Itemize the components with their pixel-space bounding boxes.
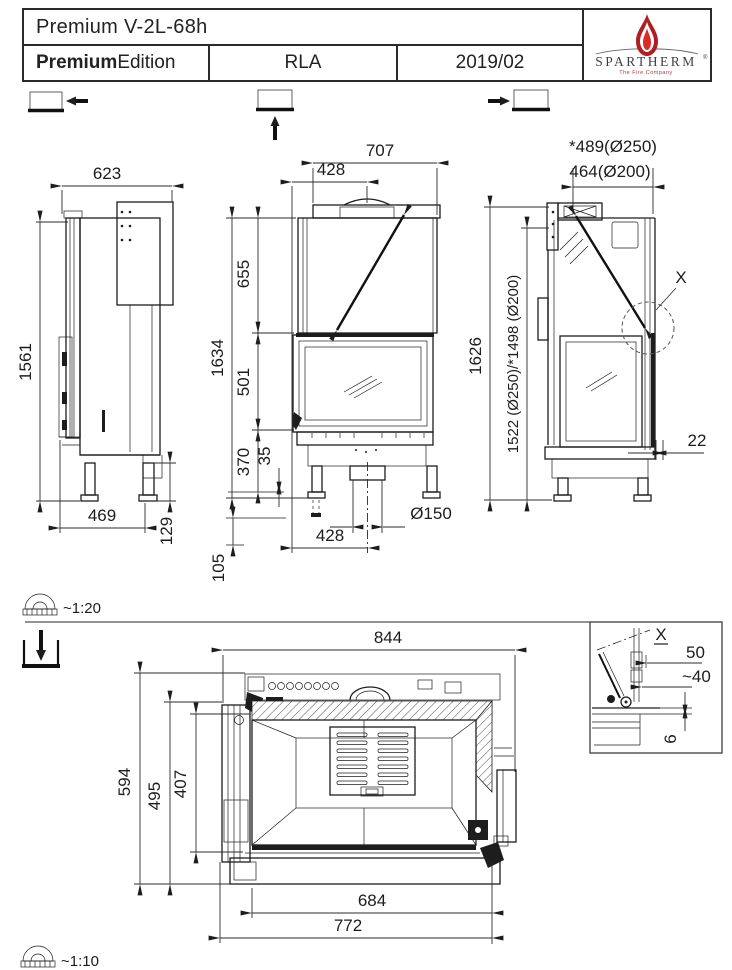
back-wall-hatch bbox=[252, 701, 492, 720]
dim-front-428-top: 428 bbox=[316, 160, 346, 179]
dim-plan-772: 772 bbox=[333, 916, 363, 935]
plan-view bbox=[115, 628, 516, 944]
door-lift-cable-side bbox=[576, 216, 645, 328]
dim-front-428-bottom: 428 bbox=[315, 526, 345, 545]
dim-front-655: 655 bbox=[234, 259, 253, 289]
scale-bottom bbox=[21, 946, 99, 970]
dim-plan-684: 684 bbox=[357, 891, 387, 910]
dim-left-623: 623 bbox=[92, 164, 122, 183]
scale-bottom-label: ~1:10 bbox=[61, 953, 99, 970]
side-view-left bbox=[16, 164, 176, 545]
dim-front-370: 370 bbox=[234, 447, 253, 477]
detail-x-box bbox=[590, 622, 722, 753]
detail-x-label: X bbox=[655, 625, 667, 644]
dim-plan-844: 844 bbox=[373, 628, 403, 647]
side-view-right bbox=[466, 137, 706, 501]
detail-dim-6: 6 bbox=[661, 734, 680, 744]
scale-top bbox=[23, 594, 590, 622]
dim-front-105: 105 bbox=[209, 553, 228, 583]
dim-left-469: 469 bbox=[87, 506, 117, 525]
model-name-text: Premium V-2L-68h bbox=[36, 15, 208, 38]
dim-left-1561: 1561 bbox=[16, 343, 35, 381]
view-symbol-plan bbox=[22, 630, 60, 666]
front-glass-line bbox=[252, 845, 476, 850]
dim-front-1634: 1634 bbox=[208, 339, 227, 377]
dim-right-22: 22 bbox=[687, 431, 707, 450]
dim-right-1626: 1626 bbox=[466, 337, 485, 375]
scale-top-label: ~1:20 bbox=[63, 600, 101, 617]
dim-front-501: 501 bbox=[234, 367, 253, 397]
detail-dim-40: ~40 bbox=[682, 667, 711, 686]
protractor-icon bbox=[25, 594, 55, 609]
variant-text: RLA bbox=[284, 52, 322, 73]
dim-right-464: 464(Ø200) bbox=[569, 162, 651, 181]
brand-tagline: The Fire Company bbox=[619, 70, 673, 76]
detail-reference-circle bbox=[622, 302, 674, 354]
brand-name: SPARTHERM bbox=[595, 54, 697, 69]
dim-plan-594: 594 bbox=[115, 767, 134, 797]
protractor-icon-bottom bbox=[23, 946, 53, 961]
dim-front-35: 35 bbox=[255, 446, 274, 466]
firebox-grate bbox=[330, 727, 415, 796]
dim-right-489: *489(Ø250) bbox=[569, 137, 657, 156]
dim-plan-407: 407 bbox=[171, 769, 190, 799]
date-text: 2019/02 bbox=[455, 52, 525, 73]
door-lift-cable bbox=[337, 215, 404, 330]
edition-bold: Premium bbox=[36, 52, 118, 73]
view-symbol-right bbox=[488, 90, 550, 110]
detail-dim-50: 50 bbox=[686, 643, 705, 662]
detail-ref-label: X bbox=[675, 268, 687, 287]
dim-plan-495: 495 bbox=[145, 781, 164, 811]
registered-mark: ® bbox=[703, 55, 708, 61]
view-symbol-front bbox=[256, 90, 294, 140]
dim-front-flue-dia: Ø150 bbox=[410, 504, 452, 523]
dim-right-1522: 1522 (Ø250)/*1498 (Ø200) bbox=[505, 274, 522, 454]
view-symbol-left bbox=[28, 92, 88, 111]
dim-left-129: 129 bbox=[157, 516, 176, 546]
edition-light: Edition bbox=[117, 52, 176, 73]
front-view bbox=[208, 141, 452, 582]
dim-front-707: 707 bbox=[365, 141, 395, 160]
